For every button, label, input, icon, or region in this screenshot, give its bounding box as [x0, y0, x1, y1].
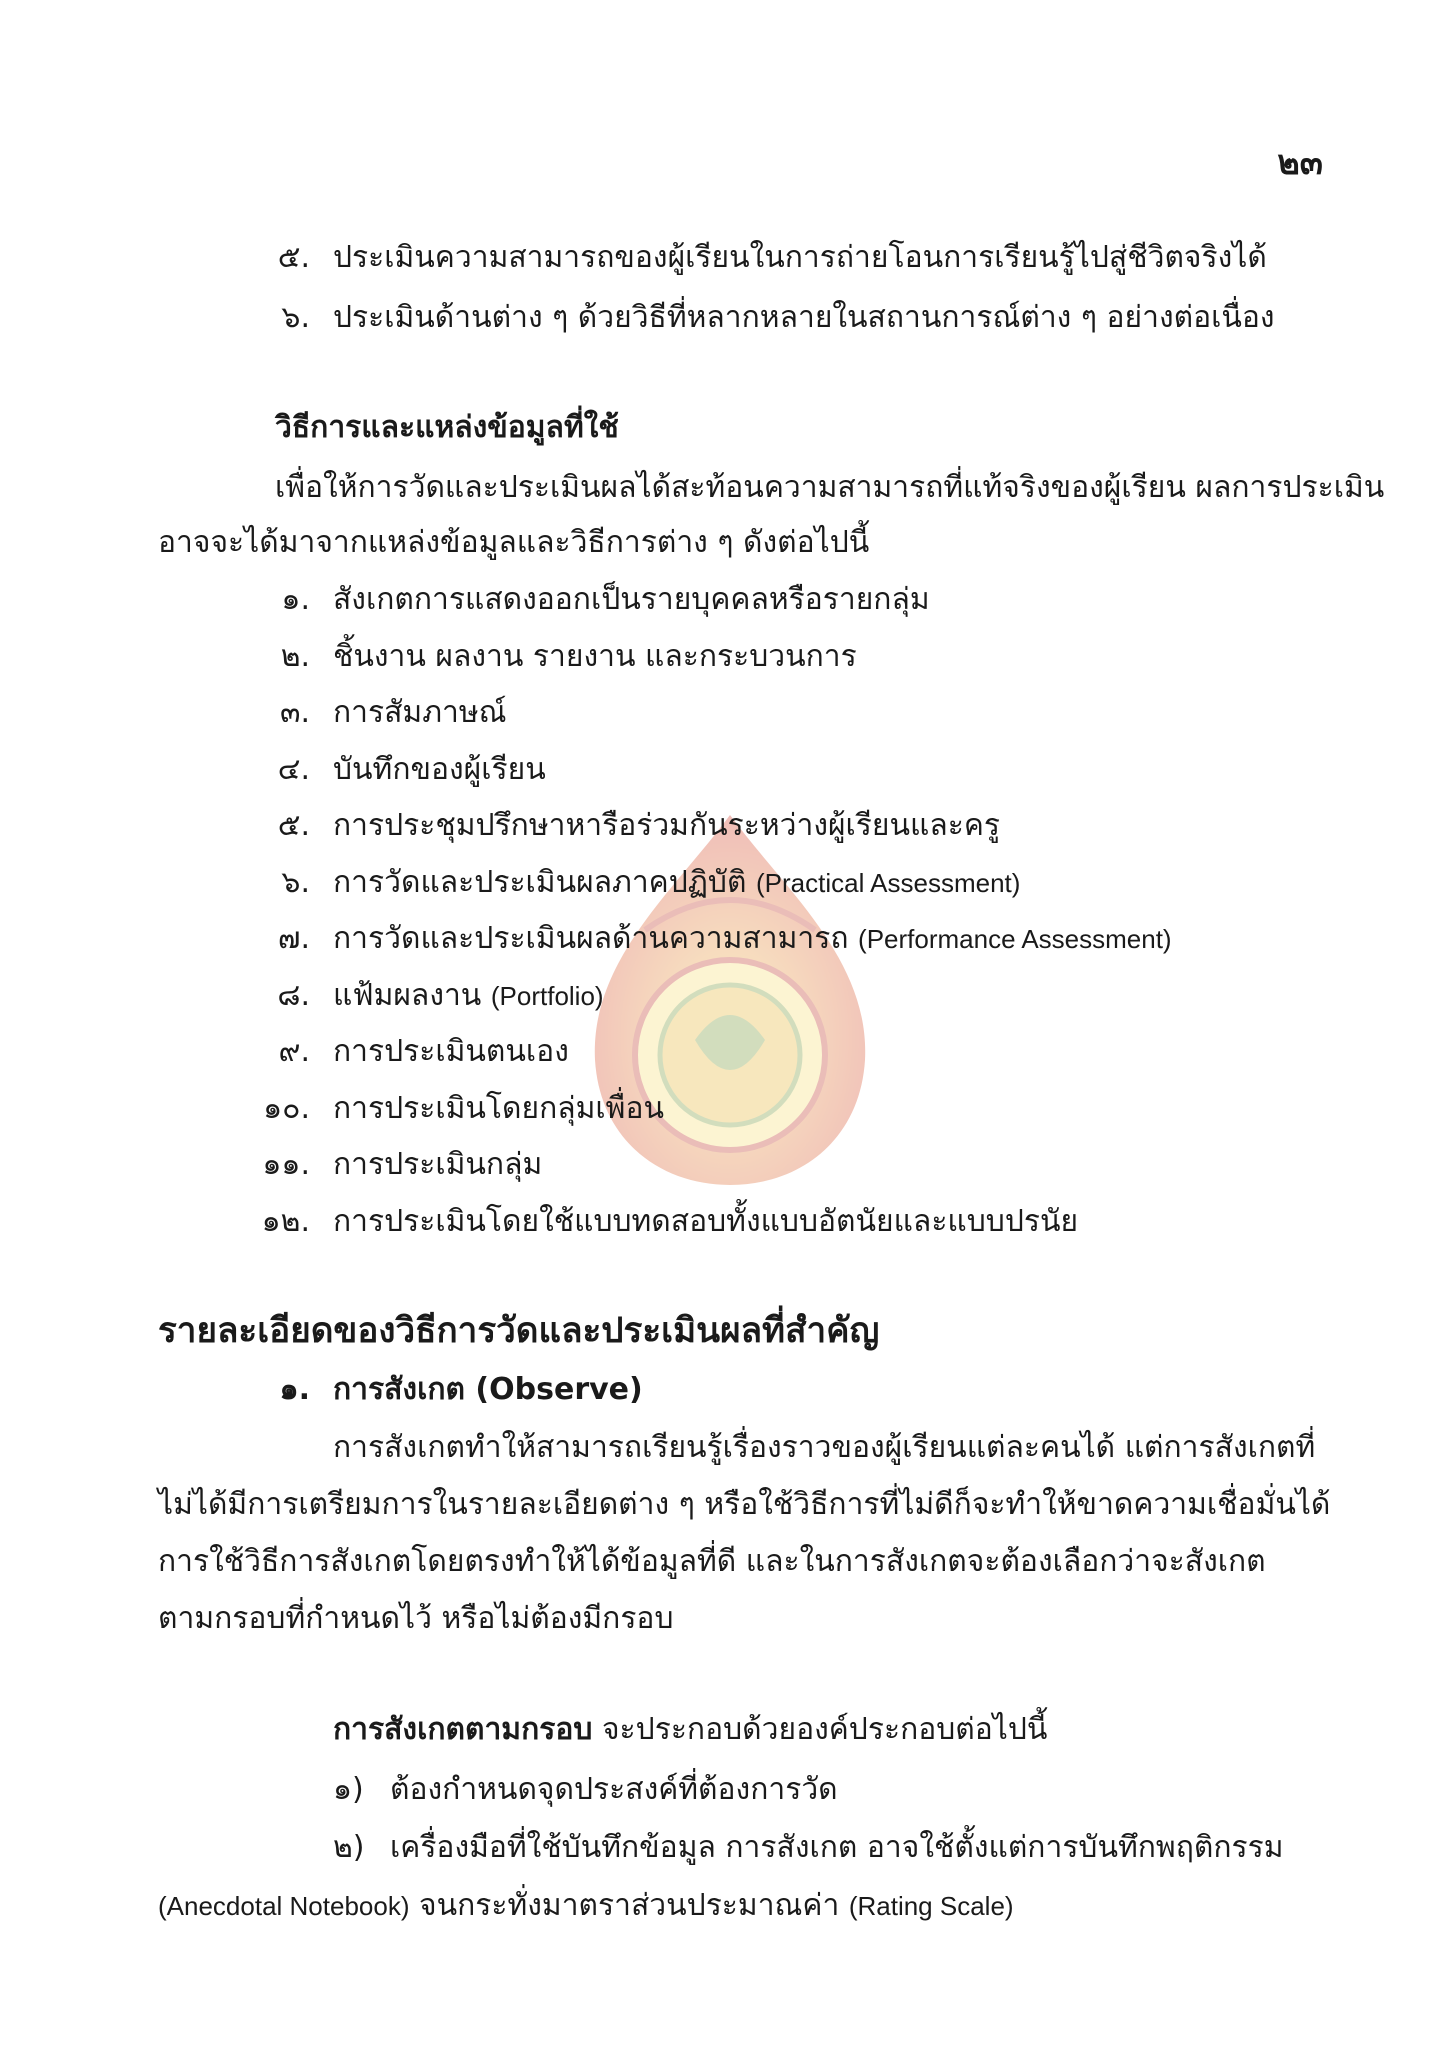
list-text	[333, 808, 1000, 844]
list-text-thai: สังเกตการแสดงออกเป็นรายบุคคลหรือรายกลุ่ม	[333, 582, 930, 617]
list-text-thai: การสัมภาษณ์	[333, 695, 507, 730]
list-number: ๙.	[278, 1034, 310, 1069]
sub-heading-text: การสังเกต (Observe)	[333, 1372, 643, 1407]
list-text-thai: การประชุมปรึกษาหารือร่วมกันระหว่างผู้เรียนและครู	[333, 808, 1001, 843]
list-number: ๘.	[277, 977, 310, 1013]
list-text: ประเมินด้านต่าง ๆ ด้วยวิธีที่หลากหลายในสถานการณ์ต่าง ๆ อย่างต่อเนื่อง	[333, 300, 1275, 335]
list-text	[333, 1204, 1078, 1240]
paragraph-line: การสังเกตทำให้สามารถเรียนรู้เรื่องราวของผู้เรียนแต่ละคนได้ แต่การสังเกตที่	[333, 1430, 1316, 1465]
page-number: ๒๓	[1277, 143, 1323, 183]
section-heading: วิธีการและแหล่งข้อมูลที่ใช้	[275, 410, 619, 445]
list-text	[333, 865, 1020, 901]
framed-label: การสังเกตตามกรอบ	[333, 1712, 593, 1747]
list-text	[333, 1034, 569, 1070]
paragraph-line: เพื่อให้การวัดและประเมินผลได้สะท้อนความสามารถที่แท้จริงของผู้เรียน ผลการประเมิน	[275, 470, 1385, 505]
paragraph-line: การใช้วิธีการสังเกตโดยตรงทำให้ได้ข้อมูลที่ดี และในการสังเกตจะต้องเลือกว่าจะสังเกต	[158, 1544, 1266, 1579]
english-term: (Portfolio)	[490, 980, 604, 1011]
list-number: ๒.	[280, 638, 310, 674]
section-heading: รายละเอียดของวิธีการวัดและประเมินผลที่สำคัญ	[158, 1311, 880, 1351]
list-number: ๑๐.	[263, 1090, 310, 1126]
english-term: (Practical Assessment)	[756, 867, 1021, 898]
list-number: ๕.	[277, 808, 310, 843]
list-text	[333, 752, 546, 788]
list-text: ต้องกำหนดจุดประสงค์ที่ต้องการวัด	[390, 1772, 838, 1807]
list-text	[333, 695, 506, 731]
english-term: (Rating Scale)	[848, 1891, 1014, 1921]
paragraph-line: ตามกรอบที่กำหนดไว้ หรือไม่ต้องมีกรอบ	[158, 1601, 674, 1636]
list-text-thai: การประเมินโดยใช้แบบทดสอบทั้งแบบอัตนัยและแบบปรนัย	[333, 1203, 1079, 1239]
list-text	[333, 921, 1172, 957]
list-text-thai: การวัดและประเมินผลด้านความสามารถ	[333, 921, 849, 956]
thai-text: จนกระทั่งมาตราส่วนประมาณค่า	[409, 1888, 849, 1923]
list-text	[333, 1091, 664, 1127]
list-number: ๑๑.	[262, 1147, 310, 1182]
list-text-thai: การวัดและประเมินผลภาคปฏิบัติ	[333, 864, 747, 900]
list-number: ๗.	[277, 921, 310, 956]
list-number: ๑๒.	[261, 1203, 310, 1239]
list-text	[333, 582, 930, 618]
list-text: ประเมินความสามารถของผู้เรียนในการถ่ายโอนการเรียนรู้ไปสู่ชีวิตจริงได้	[333, 240, 1267, 275]
list-text-thai: การประเมินโดยกลุ่มเพื่อน	[333, 1090, 664, 1126]
list-text-thai: บันทึกของผู้เรียน	[333, 751, 546, 787]
list-number: ๑.	[281, 582, 310, 617]
list-number: ๑)	[333, 1772, 364, 1807]
paragraph-line: อาจจะได้มาจากแหล่งข้อมูลและวิธีการต่าง ๆ ดังต่อไปนี้	[158, 525, 870, 560]
list-text: เครื่องมือที่ใช้บันทึกข้อมูล การสังเกต อาจใช้ตั้งแต่การบันทึกพฤติกรรม	[390, 1830, 1284, 1865]
list-text-thai: แฟ้มผลงาน	[333, 977, 482, 1013]
list-number: ๖.	[281, 300, 310, 335]
list-text	[333, 1147, 542, 1183]
list-number: ๒)	[333, 1830, 365, 1865]
list-number: ๔.	[277, 751, 310, 787]
list-number: ๕.	[277, 240, 310, 275]
sub-heading-number: ๑.	[279, 1372, 310, 1407]
list-number: ๖.	[281, 864, 310, 900]
list-text-thai: การประเมินตนเอง	[333, 1034, 569, 1069]
list-text-thai: ชิ้นงาน ผลงาน รายงาน และกระบวนการ	[333, 638, 857, 674]
list-text-thai: การประเมินกลุ่ม	[333, 1147, 543, 1182]
list-number: ๓.	[279, 695, 310, 730]
paragraph-line	[158, 1888, 1014, 1924]
list-text	[333, 978, 604, 1014]
english-term: (Performance Assessment)	[858, 924, 1172, 954]
paragraph-line: ไม่ได้มีการเตรียมการในรายละเอียดต่าง ๆ หรือใช้วิธีการที่ไม่ดีก็จะทำให้ขาดความเชื่อมั่นได้	[158, 1487, 1331, 1522]
framed-intro	[333, 1712, 1047, 1748]
list-text	[333, 639, 857, 675]
english-term: (Anecdotal Notebook)	[158, 1891, 410, 1921]
framed-text: จะประกอบด้วยองค์ประกอบต่อไปนี้	[592, 1712, 1048, 1747]
